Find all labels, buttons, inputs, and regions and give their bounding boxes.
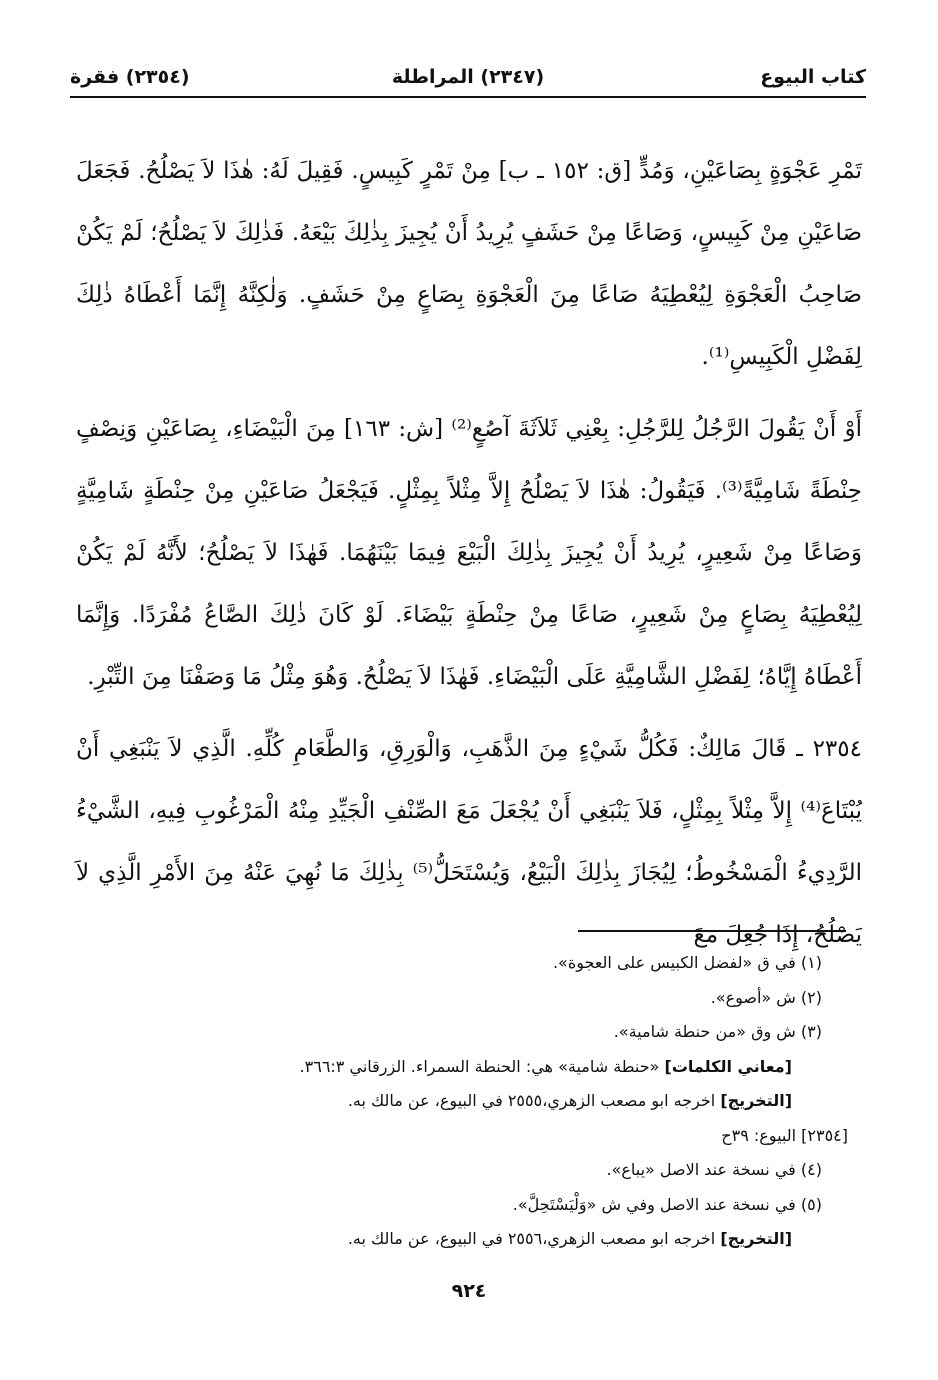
running-header: [70, 62, 866, 98]
body-paragraph-3: ٢٣٥٤ ـ قَالَ مَالِكٌ: فَكُلُّ شَيْءٍ مِنَ الذَّهَبِ، وَالْوَرِقِ، وَالطَّعَامِ كُلِّهِ. الَّذِي لاَ يَنْبَغِي أَنْ يُبْتَاعَ⁽⁴⁾ إِلاَّ مِثْلاً بِمِثْلٍ، فَلاَ يَنْبَغِي أَنْ يُجْعَلَ مَعَ الصِّنْفِ الْجَيِّدِ مِنْهُ الْمَرْغُوبِ فِيهِ، الشَّيْءُ الرَّدِيءُ الْمَسْخُوطُ؛ لِيُجَازَ بِذٰلِكَ الْبَيْعُ، وَيُسْتَحَلُّ⁽⁵⁾ بِذٰلِكَ مَا نُهِيَ عَنْهُ مِنَ الأَمْرِ الَّذِي لاَ يَصْلُحُ، إِذَا جُعِلَ مَعَ: [76, 736, 862, 948]
footnote-3: (٣) ش وق «من حنطة شامية».: [613, 1022, 822, 1041]
takhrij-label-2: [التخريج]: [720, 1229, 792, 1248]
takhrij-text-1: اخرجه ابو مصعب الزهري،٢٥٥٥ في البيوع، عن مالك به.: [347, 1091, 721, 1110]
takhrij-text-2: اخرجه ابو مصعب الزهري،٢٥٥٦ في البيوع، عن مالك به.: [347, 1229, 721, 1248]
word-meanings-label: [معاني الكلمات]: [664, 1056, 792, 1076]
chapter-reference: [٢٣٥٤] البيوع: ٣٩ح: [721, 1125, 848, 1145]
footnote-divider: [578, 930, 846, 932]
footnote-4: (٤) في نسخة عند الاصل «يباع».: [606, 1160, 822, 1179]
main-text: [76, 140, 862, 966]
word-meanings-note: [60, 1050, 822, 1085]
footnote-2: (٢) ش «أصوع».: [710, 987, 822, 1007]
footnote-1: (١) في ق «لفضل الكبيس على العجوة».: [552, 953, 822, 972]
body-paragraph-2: أَوْ أَنْ يَقُولَ الرَّجُلُ لِلرَّجُلِ: بِعْنِي ثَلاَثَةَ آصُعٍ⁽²⁾ [ش: ١٦٣] مِنَ الْبَيْضَاءِ، بِصَاعَيْنِ وَنِصْفٍ حِنْطَةً شَامِيَّةً⁽³⁾. فَيَقُولُ: هٰذَا لاَ يَصْلُحُ إِلاَّ مِثْلاً بِمِثْلٍ. فَيَجْعَلُ صَاعَيْنِ مِنْ حِنْطَةٍ شَامِيَّةٍ وَصَاعًا مِنْ شَعِيرٍ، يُرِيدُ أَنْ يُجِيزَ بِذٰلِكَ الْبَيْعَ فِيمَا بَيْنَهُمَا. فَهٰذَا لاَ يَصْلُحُ؛ لأَنَّهُ لَمْ يَكُنْ لِيُعْطِيَهُ بِصَاعٍ مِنْ شَعِيرٍ، صَاعًا مِنْ حِنْطَةٍ بَيْضَاءَ. لَوْ كَانَ ذٰلِكَ الصَّاعُ مُفْرَدًا. وَإِنَّمَا أَعْطَاهُ إِيَّاهُ؛ لِفَضْلِ الشَّامِيَّةِ عَلَى الْبَيْضَاءِ. فَهٰذَا لاَ يَصْلُحُ. وَهُوَ مِثْلُ مَا وَصَفْنَا مِنَ التِّبْرِ.: [76, 416, 862, 690]
takhrij-label-1: [التخريج]: [720, 1091, 792, 1110]
word-meanings-text: «حنطة شامية» هي: الحنطة السمراء. الزرقاني ٣٦٦:٣.: [299, 1056, 665, 1076]
takhrij-note-1: [60, 1084, 822, 1119]
footnotes: [60, 946, 848, 1257]
footnote-5: (٥) في نسخة عند الاصل وفي ش «وَلْيَسْتَحِلَّ».: [512, 1194, 822, 1214]
takhrij-note-2: [60, 1222, 822, 1257]
body-paragraph-1: تَمْرِ عَجْوَةٍ بِصَاعَيْنِ، وَمُدٍّ [ق: ١٥٢ ـ ب] مِنْ تَمْرٍ كَبِيسٍ. فَقِيلَ لَهُ: هٰذَا لاَ يَصْلُحُ. فَجَعَلَ صَاعَيْنِ مِنْ كَبِيسٍ، وَصَاعًا مِنْ حَشَفٍ يُرِيدُ أَنْ يُجِيزَ بِذٰلِكَ بَيْعَهُ. فَذٰلِكَ لاَ يَصْلُحُ؛ لَمْ يَكُنْ صَاحِبُ الْعَجْوَةِ لِيُعْطِيَهُ صَاعًا مِنَ الْعَجْوَةِ بِصَاعٍ مِنْ حَشَفٍ. وَلٰكِنَّهُ إِنَّمَا أَعْطَاهُ ذٰلِكَ لِفَضْلِ الْكَبِيسِ⁽¹⁾.: [76, 158, 862, 370]
page-number: ٩٢٤: [451, 1280, 487, 1302]
section-title: (٢٣٤٧) المراطلة: [391, 66, 545, 88]
header-divider: [70, 96, 866, 98]
book-title: كتاب البيوع: [760, 66, 866, 88]
paragraph-reference: (٢٣٥٤) فقرة: [70, 66, 190, 88]
